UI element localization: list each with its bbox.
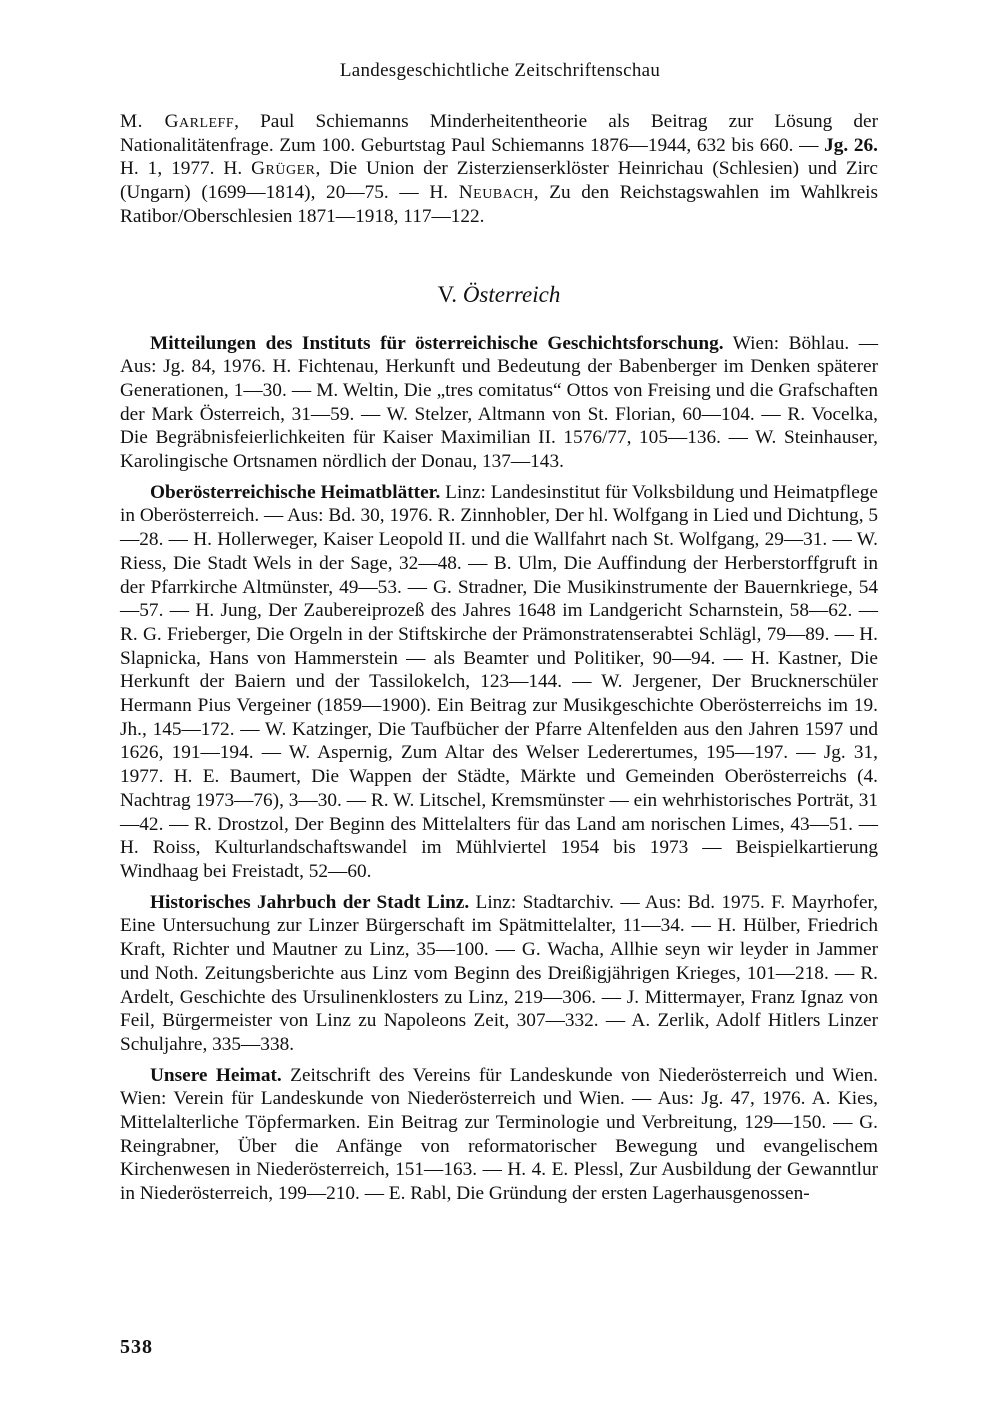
journal-entry	[120, 481, 878, 884]
section-number: V.	[437, 281, 458, 307]
journal-entry	[120, 332, 878, 474]
author-name: Neubach	[458, 182, 534, 204]
page-number: 538	[120, 1336, 153, 1358]
volume-label: Jg. 26.	[824, 134, 878, 156]
journal-title: Mitteilungen des Instituts für österreichische Geschichtsforschung.	[150, 332, 724, 354]
journal-contents: Wien: Böhlau. — Aus: Jg. 84, 1976. H. Fichtenau, Herkunft und Bedeutung der Babenberger im Denken späterer Generationen, 1—30. — M. Weltin, Die „tres comitatus“ Ottos von Freising und die Grafschaften der Mark Österreich, 31—59. — W. Stelzer, Altmann von St. Florian, 60—104. — R. Vocelka, Die Begräbnisfeierlichkeiten für Kaiser Maximilian II. 1576/77, 105—136. — W. Steinhauser, Karolingische Ortsnamen nördlich der Donau, 137—143.	[120, 332, 879, 473]
journal-entry	[120, 1064, 878, 1206]
journal-title: Oberösterreichische Heimatblätter.	[150, 481, 441, 503]
section-heading	[120, 282, 878, 308]
page-body	[120, 110, 878, 1213]
author-name: M. Garleff	[120, 111, 235, 132]
journal-title: Unsere Heimat.	[150, 1064, 282, 1086]
citation-text: H. 1, 1977. H.	[120, 158, 252, 180]
citation-text: , Paul Schiemanns Minderheitentheorie als Beitrag zur Lösung der Nationalitätenfrage. Zum 100. Geburtstag Paul Schiemanns 1876—1944, 632 bis 660. —	[120, 111, 878, 156]
journal-contents: Zeitschrift des Vereins für Landeskunde von Niederösterreich und Wien. Wien: Verein für Landeskunde von Niederösterreich und Wien. — Aus: Jg. 47, 1976. A. Kies, Mittelalterliche Töpfermarken. Ein Beitrag zur Terminologie und Verbreitung, 129—150. — G. Reingrabner, Über die Anfänge von reformatorischer Bewegung und evangelischem Kirchenwesen in Niederösterreich, 151—163. — H. 4. E. Plessl, Zur Ausbildung der Gewanntlur in Niederösterreich, 199—210. — E. Rabl, Die Gründung der ersten Lagerhausgenossen-	[120, 1064, 878, 1205]
citation-text: , Die Union der Zisterzienserklöster Heinrichau (Schlesien) und Zirc (Ungarn) (1699—1814), 20—75. — H.	[120, 158, 878, 204]
author-name: Grüger	[251, 158, 316, 180]
section-title: Österreich	[462, 281, 561, 307]
journal-contents: Linz: Landesinstitut für Volksbildung und Heimatpflege in Oberösterreich. — Aus: Bd. 30, 1976. R. Zinnhobler, Der hl. Wolfgang in Lied und Dichtung, 5—28. — H. Hollerweger, Kaiser Leopold II. und die Wallfahrt nach St. Wolfgang, 29—31. — W. Riess, Die Stadt Wels in der Sage, 32—48. — B. Ulm, Die Auffindung der Herberstorffgruft in der Pfarrkirche Altmünster, 49—53. — G. Stradner, Die Musikinstrumente der Bauernkriege, 54—57. — H. Jung, Der Zaubereiprozeß des Jahres 1648 im Landgericht Scharnstein, 58—62. — R. G. Frieberger, Die Orgeln in der Stiftskirche der Prämonstratenserabtei Schlägl, 79—89. — H. Slapnicka, Hans von Hammerstein — als Beamter und Politiker, 90—94. — H. Kastner, Die Herkunft der Baiern und der Tassilokelch, 123—144. — W. Jergener, Der Brucknerschüler Hermann Pius Vergeiner (1859—1900). Ein Beitrag zur Musikgeschichte Oberösterreichs im 19. Jh., 145—172. — W. Katzinger, Die Taufbücher der Pfarre Altenfelden aus den Jahren 1597 und 1626, 191—194. — W. Aspernig, Zum Altar des Welser Lederertumes, 195—197. — Jg. 31, 1977. H. E. Baumert, Die Wappen der Städte, Märkte und Gemeinden Oberösterreichs (4. Nachtrag 1973—76), 3—30. — R. W. Litschel, Kremsmünster — ein wehrhistorisches Porträt, 31—42. — R. Drostzol, Der Beginn des Mittelalters für das Land am norischen Limes, 43—51. — H. Roiss, Kulturlandschaftswandel im Mühlviertel 1954 bis 1973 — Beispielkartierung Windhaag bei Freistadt, 52—60.	[120, 481, 878, 882]
running-head: Landesgeschichtliche Zeitschriftenschau	[339, 60, 661, 81]
citation-text: , Zu den Reichstagswahlen im Wahlkreis Ratibor/Oberschlesien 1871—1918, 117—122.	[120, 182, 879, 227]
journal-entry	[120, 891, 878, 1057]
intro-paragraph	[120, 110, 878, 229]
journal-contents: Linz: Stadtarchiv. — Aus: Bd. 1975. F. Mayrhofer, Eine Untersuchung zur Linzer Bürgerschaft im Spätmittelalter, 11—34. — H. Hülber, Friedrich Kraft, Richter und Mautner zu Linz, 35—100. — G. Wacha, Allhie seyn wir leyder in Jammer und Noth. Zeitungsberichte aus Linz vom Beginn des Dreißigjährigen Krieges, 101—218. — R. Ardelt, Geschichte des Ursulinenklosters zu Linz, 219—306. — J. Mittermayer, Franz Ignaz von Feil, Bürgermeister von Linz zu Napoleons Zeit, 307—332. — A. Zerlik, Adolf Hitlers Linzer Schuljahre, 335—338.	[120, 891, 878, 1055]
journal-title: Historisches Jahrbuch der Stadt Linz.	[150, 891, 470, 913]
